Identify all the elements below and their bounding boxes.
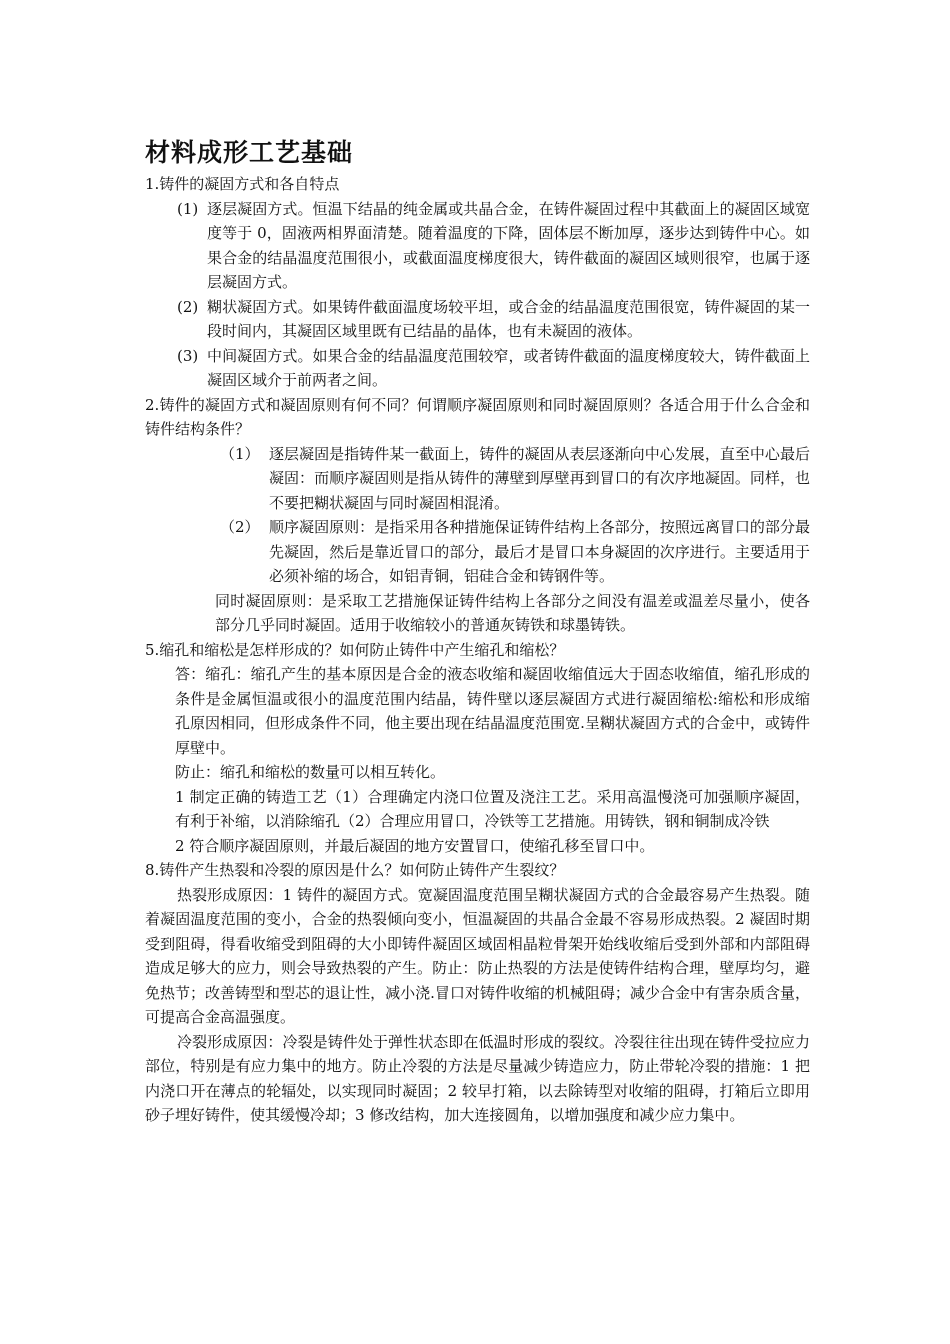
document-body <box>145 172 810 1128</box>
q1-item-2-number: (2) <box>177 297 199 316</box>
question-5-heading: 5.缩孔和缩松是怎样形成的？如何防止铸件中产生缩孔和缩松？ <box>145 640 565 659</box>
document-title: 材料成形工艺基础 <box>145 138 354 167</box>
q5-answer-paragraph-1: 答：缩孔：缩孔产生的基本原因是合金的液态收缩和凝固收缩值远大于固态收缩值，缩孔形成的条件是金属恒温或很小的温度范围内结晶，铸件壁以逐层凝固方式进行凝固缩松:缩松和形成缩孔原因相同，但形成条件不同，他主要出现在结晶温度范围宽.呈糊状凝固方式的合金中，或铸件厚壁中。 <box>175 665 810 757</box>
q2-simultaneous-principle: 同时凝固原则：是采取工艺措施保证铸件结构上各部分之间没有温差或温差尽量小，使各部分几乎同时凝固。适用于收缩较小的普通灰铸铁和球墨铸铁。 <box>215 591 810 634</box>
q1-item-1-text: 逐层凝固方式。恒温下结晶的纯金属或共晶合金，在铸件凝固过程中其截面上的凝固区域宽度等于 0，固液两相界面清楚。随着温度的下降，固体层不断加厚，逐步达到铸件中心。如果合金的结晶温度范围很小，或截面温度梯度很大，铸件截面的凝固区域则很窄，也属于逐层凝固方式。 <box>207 199 810 291</box>
q1-item-2 <box>145 295 810 344</box>
q2-item-2-number: （2） <box>220 518 260 536</box>
q1-item-1 <box>145 197 810 295</box>
q1-item-3-number: (3) <box>177 346 199 365</box>
q1-item-3-text: 中间凝固方式。如果合金的结晶温度范围较窄，或者铸件截面的温度梯度较大，铸件截面上凝固区域介于前两者之间。 <box>207 346 810 389</box>
q2-item-1 <box>145 442 810 516</box>
q2-item-2-text: 顺序凝固原则：是指采用各种措施保证铸件结构上各部分，按照远离冒口的部分最先凝固，然后是靠近冒口的部分，最后才是冒口本身凝固的次序进行。主要适用于必须补缩的场合，如铝青铜，铝硅合金和铸钢件等。 <box>269 518 810 585</box>
q8-cold-crack-paragraph: 冷裂形成原因：冷裂是铸件处于弹性状态即在低温时形成的裂纹。冷裂往往出现在铸件受拉应力部位，特别是有应力集中的地方。防止冷裂的方法是尽量减少铸造应力，防止带轮冷裂的措施：1 把内浇口开在薄点的轮辐处，以实现同时凝固；2 较早打箱，以去除铸型对收缩的阻碍，打箱后立即用砂子埋好铸件，使其缓慢冷却；3 修改结构，加大连接圆角，以增加强度和减少应力集中。 <box>145 1032 810 1124</box>
q8-hot-crack-paragraph: 热裂形成原因：1 铸件的凝固方式。宽凝固温度范围呈糊状凝固方式的合金最容易产生热裂。随着凝固温度范围的变小，合金的热裂倾向变小，恒温凝固的共晶合金最不容易形成热裂。2 凝固时期受到阻碍，得看收缩受到阻碍的大小即铸件凝固区域固相晶粒骨架开始线收缩后受到外部和内部阻碍造成足够大的应力，则会导致热裂的产生。防止：防止热裂的方法是使铸件结构合理，壁厚均匀，避免热节；改善铸型和型芯的退让性，减小浇.冒口对铸件收缩的机械阻碍；减少合金中有害杂质含量，可提高合金高温强度。 <box>145 885 810 1026</box>
q1-item-2-text: 糊状凝固方式。如果铸件截面温度场较平坦，或合金的结晶温度范围很宽，铸件凝固的某一段时间内，其凝固区域里既有已结晶的晶体，也有未凝固的液体。 <box>207 297 810 340</box>
question-8-heading: 8.铸件产生热裂和冷裂的原因是什么？如何防止铸件产生裂纹？ <box>145 861 565 879</box>
q5-answer-paragraph-4: 2 符合顺序凝固原则，并最后凝固的地方安置冒口，使缩孔移至冒口中。 <box>175 836 655 855</box>
q2-item-1-text: 逐层凝固是指铸件某一截面上，铸件的凝固从表层逐渐向中心发展，直至中心最后凝固：而顺序凝固则是指从铸件的薄壁到厚壁再到冒口的有次序地凝固。同样，也不要把糊状凝固与同时凝固相混淆。 <box>269 444 810 512</box>
q2-item-2 <box>145 515 810 589</box>
question-2-heading: 2.铸件的凝固方式和凝固原则有何不同？何谓顺序凝固原则和同时凝固原则？各适合用于什么合金和铸件结构条件？ <box>145 395 810 438</box>
q1-item-1-number: (1) <box>177 199 199 218</box>
q1-item-3 <box>145 344 810 393</box>
question-1-heading: 1.铸件的凝固方式和各自特点 <box>145 175 340 193</box>
q5-answer-paragraph-2: 防止：缩孔和缩松的数量可以相互转化。 <box>175 763 446 781</box>
q2-item-1-number: （1） <box>220 444 260 463</box>
q5-answer-paragraph-3: 1 制定正确的铸造工艺（1）合理确定内浇口位置及浇注工艺。采用高温慢浇可加强顺序凝固，有利于补缩，以消除缩孔（2）合理应用冒口，冷铁等工艺措施。用铸铁，钢和铜制成冷铁 <box>175 787 810 830</box>
